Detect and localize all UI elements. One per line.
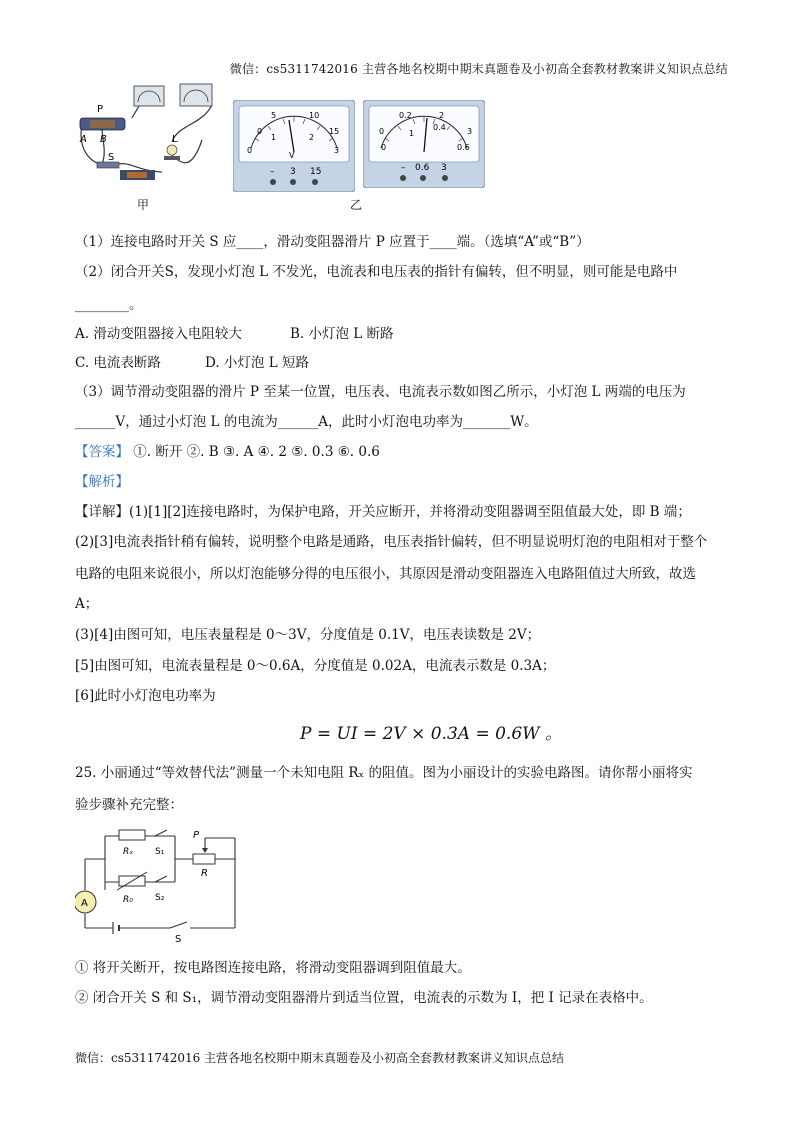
detail-line-3: 电路的电阻来说很小，所以灯泡能够分得的电压很小，其原因是滑动变阻器连入电路阻值过大所致，故选 [75,566,696,582]
volt-terminal-3: 3 [290,167,296,177]
volt-bottom-0: 0 [247,146,253,155]
page-header: 微信：cs5311742016 主营各地名校期中期末真题卷及小初高全套教材教案讲义知识点总结 [229,62,728,76]
question-1: （1）连接电路时开关 S 应____，滑动变阻器滑片 P 应置于____端。（选填“A”或“B”） [75,234,590,250]
analysis-tag: 【解析】 [75,474,129,490]
label-s2: S₂ [155,893,165,903]
question-3-line2: ______V，通过小灯泡 L 的电流为______A，此时小灯泡电功率为_______W。 [75,414,538,430]
ammeter-symbol-label: A [81,898,88,909]
detail-line-5: (3)[4]由图可知，电压表量程是 0～3V，分度值是 0.1V，电压表读数是 2V； [75,627,541,643]
volt-unit: V [289,151,295,160]
volt-top-15: 15 [329,127,340,136]
amp-terminal-06: 0.6 [415,163,430,173]
option-a: A. 滑动变阻器接入电阻较大 [75,326,242,342]
volt-top-10: 10 [309,111,320,120]
option-c: C. 电流表断路 [75,355,161,371]
volt-terminal-15: 15 [310,167,322,177]
amp-terminal-3: 3 [441,163,447,173]
volt-bottom-1: 1 [271,133,277,142]
label-rx: Rₓ [123,847,134,857]
detail-line-1: 【详解】(1)[1][2]连接电路时，为保护电路，开关应断开，并将滑动变阻器调至阻值最大处，即 B 端； [75,504,691,520]
question-25-line1: 25. 小丽通过“等效替代法”测量一个未知电阻 Rₓ 的阻值。图为小丽设计的实验电路图。请你帮小丽将实 [75,765,693,781]
figure-label-jia: 甲 [137,198,150,212]
label-p: P [97,104,104,115]
step-1: ① 将开关断开，按电路图连接电路，将滑动变阻器调到阻值最大。 [75,960,471,976]
label-b: B [100,134,107,145]
volt-top-0: 0 [257,127,263,136]
label-s: S [108,152,115,163]
ammeter-figure [363,100,485,188]
circuit-diagram-25 [75,824,245,946]
answer-tag: 【答案】 [75,444,129,460]
label-p2: P [193,830,200,841]
volt-bottom-3: 3 [334,146,340,155]
step-2: ② 闭合开关 S 和 S₁，调节滑动变阻器滑片到适当位置，电流表的示数为 I，把 I 记录在表格中。 [75,990,653,1006]
amp-bottom-0: 0 [381,143,387,152]
label-a: A [80,134,87,145]
amp-top-04: 0.4 [433,123,446,132]
option-d: D. 小灯泡 L 短路 [205,355,309,371]
amp-top-06: 0.6 [457,143,470,152]
detail-line-6: [5]由图可知，电流表量程是 0～0.6A，分度值是 0.02A，电流表示数是 0.3A； [75,658,556,674]
amp-bottom-3: 3 [467,127,473,136]
question-3-line1: （3）调节滑动变阻器的滑片 P 至某一位置，电压表、电流表示数如图乙所示，小灯泡 L 两端的电压为 [75,384,686,400]
label-r: R [201,868,208,879]
answer-line [75,442,728,462]
option-b: B. 小灯泡 L 断路 [290,326,394,342]
label-s1: S₁ [155,847,165,857]
amp-terminal-minus: – [401,163,406,173]
question-2-line2: ________。 [75,297,143,313]
label-r0: R₀ [123,895,133,905]
circuit-figure-jia [72,80,222,188]
page-footer: 微信：cs5311742016 主营各地名校期中期末真题卷及小初高全套教材教案讲义知识点总结 [75,1051,565,1065]
amp-top-0: 0 [379,127,385,136]
question-2-line1: （2）闭合开关S，发现小灯泡 L 不发光，电流表和电压表的指针有偏转，但不明显，则可能是电路中 [75,264,678,280]
analysis-line [75,472,728,492]
label-s-main: S [175,934,182,945]
detail-line-2: (2)[3]电流表指针稍有偏转，说明整个电路是通路，电压表指针偏转，但不明显说明灯泡的电阻相对于整个 [75,534,708,550]
amp-bottom-1: 1 [409,129,415,138]
amp-bottom-2: 2 [439,111,445,120]
power-formula: P = UI = 2V × 0.3A = 0.6W 。 [300,724,563,744]
answer-text: ①. 断开 ②. B ③. A ④. 2 ⑤. 0.3 ⑥. 0.6 [129,444,380,460]
figure-label-yi: 乙 [350,198,363,212]
label-l: L [172,134,178,145]
amp-top-02: 0.2 [399,111,412,120]
detail-line-7: [6]此时小灯泡电功率为 [75,688,216,704]
volt-bottom-2: 2 [309,133,315,142]
question-25-line2: 验步骤补充完整： [75,797,183,813]
voltmeter-figure [233,100,355,192]
volt-terminal-minus: – [270,167,275,177]
detail-line-4: A； [75,596,99,612]
volt-top-5: 5 [271,111,277,120]
